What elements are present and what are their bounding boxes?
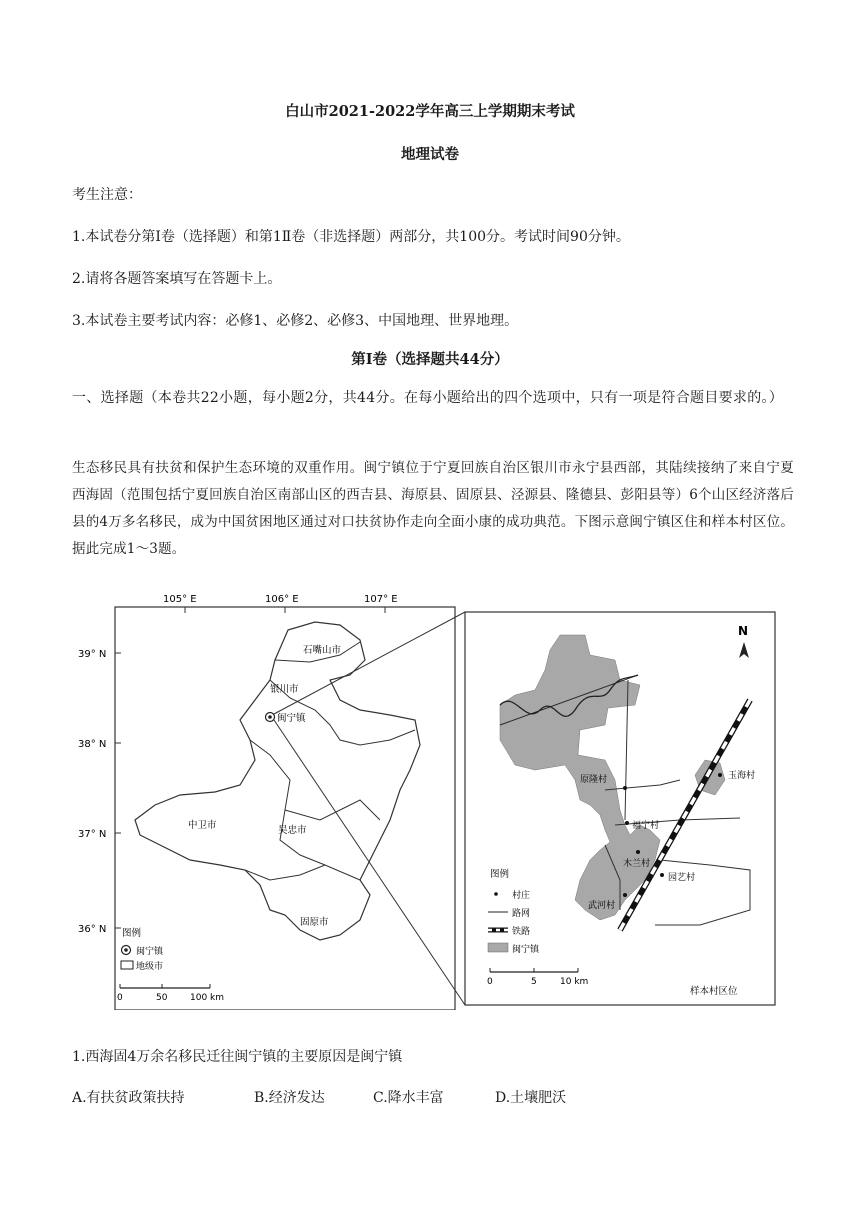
right-map [465, 612, 775, 1005]
option-c: C.降水丰富 [373, 1090, 444, 1106]
city-zhongwei: 中卫市 [188, 820, 217, 831]
scale-right-0: 0 [487, 977, 493, 987]
notice-item-2: 2.请将各题答案填写在答题卡上。 [72, 271, 282, 287]
legend-road: 路网 [512, 909, 531, 919]
notice-item-1: 1.本试卷分第Ⅰ卷（选择题）和第1Ⅱ卷（非选择题）两部分，共100分。考试时间90分钟。 [72, 229, 630, 245]
village-yuanlong: 原隆村 [580, 775, 608, 785]
city-guyuan: 固原市 [300, 917, 329, 928]
lat-38: 38° N [78, 739, 107, 750]
lon-107: 107° E [364, 594, 398, 605]
option-a: A.有扶贫政策扶持 [72, 1090, 185, 1106]
section-instruction: 一、选择题（本卷共22小题，每小题2分，共44分。在每小题给出的四个选项中，只有一项是符合题目要求的。） [72, 390, 784, 406]
legend-town-icon [488, 943, 508, 952]
notice-item-3: 3.本试卷主要考试内容：必修1、必修2、必修3、中国地理、世界地理。 [72, 313, 519, 329]
scale-right-10: 10 km [560, 977, 589, 987]
exam-title: 白山市2021-2022学年高三上学期期末考试 [285, 103, 575, 120]
legend-village-icon [494, 892, 498, 896]
right-legend-title: 图例 [490, 869, 510, 880]
option-b: B.经济发达 [254, 1090, 325, 1106]
legend-village: 村庄 [512, 891, 531, 901]
left-legend-title: 图例 [122, 928, 142, 939]
city-yinchuan: 银川市 [270, 684, 299, 695]
village-wuhe: 武河村 [588, 901, 616, 911]
right-map-caption: 样本村区位 [690, 986, 738, 997]
map-figure [60, 580, 790, 1010]
legend-minning: 闽宁镇 [136, 947, 164, 957]
scale-left-0: 0 [117, 993, 123, 1003]
lon-106: 106° E [265, 594, 299, 605]
lat-37: 37° N [78, 829, 107, 840]
left-map [78, 594, 455, 1010]
village-funing: 福宁村 [632, 821, 660, 831]
lon-105: 105° E [163, 594, 197, 605]
scale-left-50: 50 [156, 993, 168, 1003]
notice-heading: 考生注意： [72, 187, 142, 203]
city-wuzhong: 吴忠市 [278, 825, 307, 836]
exam-subject: 地理试卷 [401, 146, 459, 163]
scale-left-100: 100 km [190, 993, 225, 1003]
legend-city-icon [121, 961, 133, 969]
village-yuanyi: 园艺村 [668, 873, 696, 883]
question-1-stem: 1.西海固4万余名移民迁往闽宁镇的主要原因是闽宁镇 [72, 1049, 403, 1065]
village-mulan: 木兰村 [623, 859, 651, 869]
lat-36: 36° N [78, 924, 107, 935]
option-d: D.土壤肥沃 [495, 1090, 567, 1106]
lat-39: 39° N [78, 649, 107, 660]
north-arrow-icon [739, 642, 749, 658]
city-minning: 闽宁镇 [277, 713, 306, 724]
section-heading: 第Ⅰ卷（选择题共44分） [351, 351, 509, 368]
city-shizuishan: 石嘴山市 [303, 645, 342, 656]
village-yuhai: 玉海村 [728, 771, 756, 781]
scale-right-5: 5 [531, 977, 537, 987]
legend-rail: 铁路 [512, 927, 531, 937]
legend-city: 地级市 [136, 962, 164, 972]
passage-text: 生态移民具有扶贫和保护生态环境的双重作用。闽宁镇位于宁夏回族自治区银川市永宁县西部，其陆续接纳了来自宁夏西海固（范围包括宁夏回族自治区南部山区的西吉县、海原县、固原县、泾源县、隆德县、彭阳县等）6个山区经济落后县的4万多名移民，成为中国贫困地区通过对口扶贫协作走向全面小康的成功典范。下图示意闽宁镇区住和样本村区位。据此完成1～3题。 [72, 460, 794, 557]
north-label: N [738, 624, 749, 638]
legend-town: 闽宁镇 [512, 945, 540, 955]
